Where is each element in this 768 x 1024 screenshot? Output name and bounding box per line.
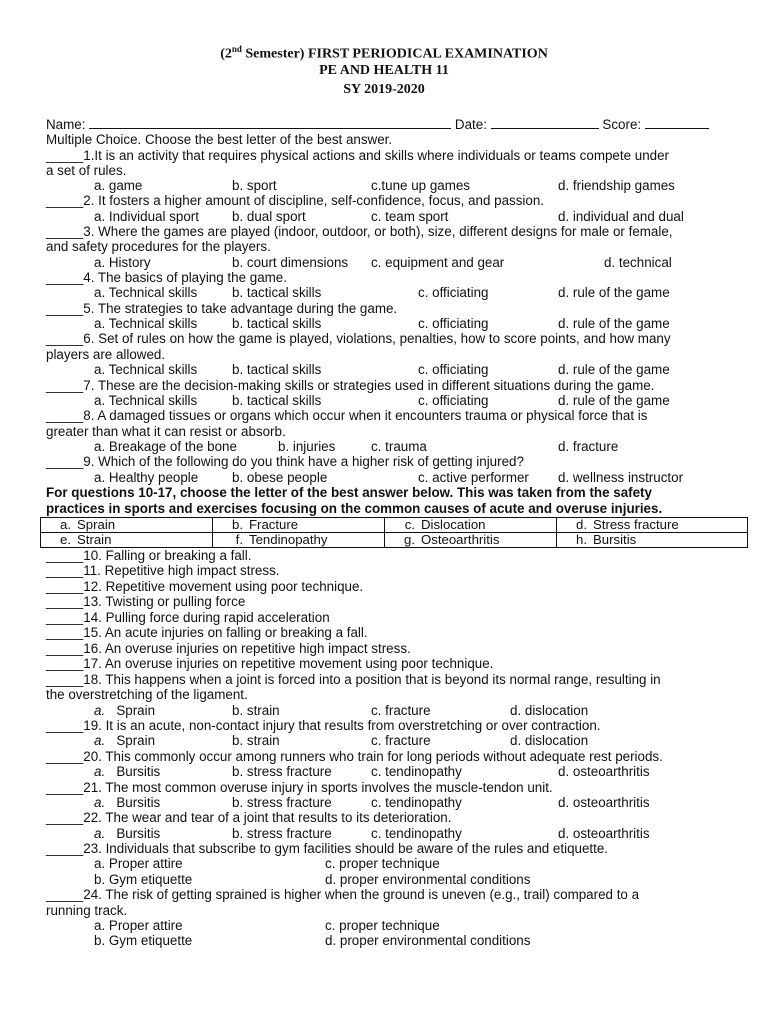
key-cell: e. Strain — [41, 533, 213, 548]
q7-option-c[interactable]: c. officiating — [418, 393, 489, 408]
q19-option-d[interactable]: d. dislocation — [510, 733, 589, 748]
q4-option-d[interactable]: d. rule of the game — [558, 285, 670, 300]
question-3: _____3. Where the games are played (indoor, outdoor, or both), size, different designs for male or female, — [46, 224, 673, 239]
table-row — [41, 533, 748, 548]
question-4: _____4. The basics of playing the game. — [46, 270, 287, 285]
table-row — [41, 518, 748, 533]
student-info-line — [46, 117, 709, 132]
question-12: _____12. Repetitive movement using poor technique. — [46, 579, 364, 594]
q22-option-c[interactable]: c. tendinopathy — [371, 826, 462, 841]
key-cell: f. Tendinopathy — [213, 533, 385, 548]
question-6: _____6. Set of rules on how the game is played, violations, penalties, how to score points, and how many — [46, 331, 671, 346]
key-cell: a. Sprain — [41, 518, 213, 533]
q24-option-d[interactable]: d. proper environmental conditions — [325, 933, 531, 948]
q7-option-a[interactable]: a. Technical skills — [94, 393, 198, 408]
q18-option-c[interactable]: c. fracture — [371, 703, 431, 718]
exam-title: (2nd Semester) FIRST PERIODICAL EXAMINATION — [220, 44, 548, 62]
q24-option-a[interactable]: a. Proper attire — [94, 918, 183, 933]
q24-option-b[interactable]: b. Gym etiquette — [94, 933, 193, 948]
q9-option-d[interactable]: d. wellness instructor — [558, 470, 684, 485]
q4-option-b[interactable]: b. tactical skills — [232, 285, 322, 300]
q3-option-a[interactable]: a. History — [94, 255, 151, 270]
q22-option-a[interactable]: a. Bursitis — [94, 826, 161, 841]
score-label: Score: — [602, 117, 642, 132]
question-21: _____21. The most common overuse injury in sports involves the muscle-tendon unit. — [46, 780, 553, 795]
question-11: _____11. Repetitive high impact stress. — [46, 563, 280, 578]
q2-option-b[interactable]: b. dual sport — [232, 209, 306, 224]
q5-option-d[interactable]: d. rule of the game — [558, 316, 670, 331]
instructions: Multiple Choice. Choose the best letter of the best answer. — [46, 132, 393, 147]
question-5: _____5. The strategies to take advantage during the game. — [46, 301, 398, 316]
q23-option-b[interactable]: b. Gym etiquette — [94, 872, 193, 887]
date-label: Date: — [454, 117, 487, 132]
key-cell: h. Bursitis — [557, 533, 748, 548]
question-16: _____16. An overuse injuries on repetitive high impact stress. — [46, 641, 411, 656]
q18-option-d[interactable]: d. dislocation — [510, 703, 589, 718]
q5-option-a[interactable]: a. Technical skills — [94, 316, 198, 331]
q2-option-a[interactable]: a. Individual sport — [94, 209, 199, 224]
question-13: _____13. Twisting or pulling force — [46, 594, 246, 609]
q23-option-a[interactable]: a. Proper attire — [94, 856, 183, 871]
answer-key-table — [40, 517, 748, 548]
q1-option-a[interactable]: a. game — [94, 178, 143, 193]
question-1: _____1.It is an activity that requires physical actions and skills where individuals or teams compete under — [46, 148, 669, 163]
score-field[interactable] — [645, 117, 709, 129]
q20-option-a[interactable]: a. Bursitis — [94, 764, 161, 779]
q21-option-b[interactable]: b. stress fracture — [232, 795, 332, 810]
q6-option-b[interactable]: b. tactical skills — [232, 362, 322, 377]
q5-option-b[interactable]: b. tactical skills — [232, 316, 322, 331]
q8-option-d[interactable]: d. fracture — [558, 439, 619, 454]
key-cell: b. Fracture — [213, 518, 385, 533]
q22-option-b[interactable]: b. stress fracture — [232, 826, 332, 841]
q8-option-a[interactable]: a. Breakage of the bone — [94, 439, 237, 454]
question-18: _____18. This happens when a joint is forced into a position that is beyond its normal range, resulting in — [46, 672, 661, 687]
q20-option-d[interactable]: d. osteoarthritis — [558, 764, 650, 779]
q19-option-b[interactable]: b. strain — [232, 733, 280, 748]
q9-option-c[interactable]: c. active performer — [418, 470, 529, 485]
question-2: _____2. It fosters a higher amount of discipline, self-confidence, focus, and passion. — [46, 193, 544, 208]
q1-option-b[interactable]: b. sport — [232, 178, 277, 193]
question-3-cont: and safety procedures for the players. — [46, 239, 271, 254]
q20-option-c[interactable]: c. tendinopathy — [371, 764, 462, 779]
q4-option-c[interactable]: c. officiating — [418, 285, 489, 300]
q3-option-b[interactable]: b. court dimensions — [232, 255, 349, 270]
question-8-cont: greater than what it can resist or absorb. — [46, 424, 286, 439]
q21-option-d[interactable]: d. osteoarthritis — [558, 795, 650, 810]
q19-option-a[interactable]: a. Sprain — [94, 733, 156, 748]
q2-option-c[interactable]: c. team sport — [371, 209, 449, 224]
school-year: SY 2019-2020 — [343, 82, 425, 97]
q1-option-d[interactable]: d. friendship games — [558, 178, 675, 193]
question-1-cont: a set of rules. — [46, 163, 127, 178]
q19-option-c[interactable]: c. fracture — [371, 733, 431, 748]
q23-option-c[interactable]: c. proper technique — [325, 856, 440, 871]
exam-subject: PE AND HEALTH 11 — [319, 63, 449, 78]
q23-option-d[interactable]: d. proper environmental conditions — [325, 872, 531, 887]
section2-instructions-cont: practices in sports and exercises focusing on the common causes of acute and overuse injuries. — [46, 501, 663, 516]
key-cell: g. Osteoarthritis — [385, 533, 557, 548]
question-14: _____14. Pulling force during rapid acceleration — [46, 610, 330, 625]
question-17: _____17. An overuse injuries on repetitive movement using poor technique. — [46, 656, 494, 671]
q8-option-c[interactable]: c. trauma — [371, 439, 427, 454]
q7-option-d[interactable]: d. rule of the game — [558, 393, 670, 408]
question-9: _____9. Which of the following do you think have a higher risk of getting injured? — [46, 454, 524, 469]
q18-option-a[interactable]: a. Sprain — [94, 703, 156, 718]
q18-option-b[interactable]: b. strain — [232, 703, 280, 718]
key-cell: c. Dislocation — [385, 518, 557, 533]
q3-option-c[interactable]: c. equipment and gear — [371, 255, 505, 270]
name-label: Name: — [46, 117, 86, 132]
q20-option-b[interactable]: b. stress fracture — [232, 764, 332, 779]
question-22: _____22. The wear and tear of a joint that results to its deterioration. — [46, 810, 452, 825]
q9-option-b[interactable]: b. obese people — [232, 470, 328, 485]
q7-option-b[interactable]: b. tactical skills — [232, 393, 322, 408]
question-24-cont: running track. — [46, 903, 128, 918]
question-20: _____20. This commonly occur among runners who train for long periods without adequate rest periods. — [46, 749, 663, 764]
q9-option-a[interactable]: a. Healthy people — [94, 470, 199, 485]
key-cell: d. Stress fracture — [557, 518, 748, 533]
question-15: _____15. An acute injuries on falling or breaking a fall. — [46, 625, 368, 640]
q8-option-b[interactable]: b. injuries — [278, 439, 336, 454]
q5-option-c[interactable]: c. officiating — [418, 316, 489, 331]
q22-option-d[interactable]: d. osteoarthritis — [558, 826, 650, 841]
question-24: _____24. The risk of getting sprained is higher when the ground is uneven (e.g., trail) compared to a — [46, 887, 640, 902]
question-19: _____19. It is an acute, non-contact injury that results from overstretching or over contraction. — [46, 718, 601, 733]
q2-option-d[interactable]: d. individual and dual — [558, 209, 684, 224]
q4-option-a[interactable]: a. Technical skills — [94, 285, 198, 300]
q3-option-d[interactable]: d. technical — [604, 255, 672, 270]
q6-option-a[interactable]: a. Technical skills — [94, 362, 198, 377]
q6-option-c[interactable]: c. officiating — [418, 362, 489, 377]
q21-option-c[interactable]: c. tendinopathy — [371, 795, 462, 810]
q21-option-a[interactable]: a. Bursitis — [94, 795, 161, 810]
section2-instructions: For questions 10-17, choose the letter of the best answer below. This was taken from the safety — [46, 485, 652, 500]
q6-option-d[interactable]: d. rule of the game — [558, 362, 670, 377]
question-23: _____23. Individuals that subscribe to gym facilities should be aware of the rules and etiquette. — [46, 841, 609, 856]
question-10: _____10. Falling or breaking a fall. — [46, 548, 252, 563]
q24-option-c[interactable]: c. proper technique — [325, 918, 440, 933]
question-18-cont: the overstretching of the ligament. — [46, 687, 248, 702]
date-field[interactable] — [491, 117, 599, 129]
question-8: _____8. A damaged tissues or organs which occur when it encounters trauma or physical force that is — [46, 408, 648, 423]
name-field[interactable] — [89, 117, 451, 129]
question-6-cont: players are allowed. — [46, 347, 166, 362]
question-7: _____7. These are the decision-making skills or strategies used in different situations during the game. — [46, 378, 655, 393]
q1-option-c[interactable]: c.tune up games — [371, 178, 471, 193]
